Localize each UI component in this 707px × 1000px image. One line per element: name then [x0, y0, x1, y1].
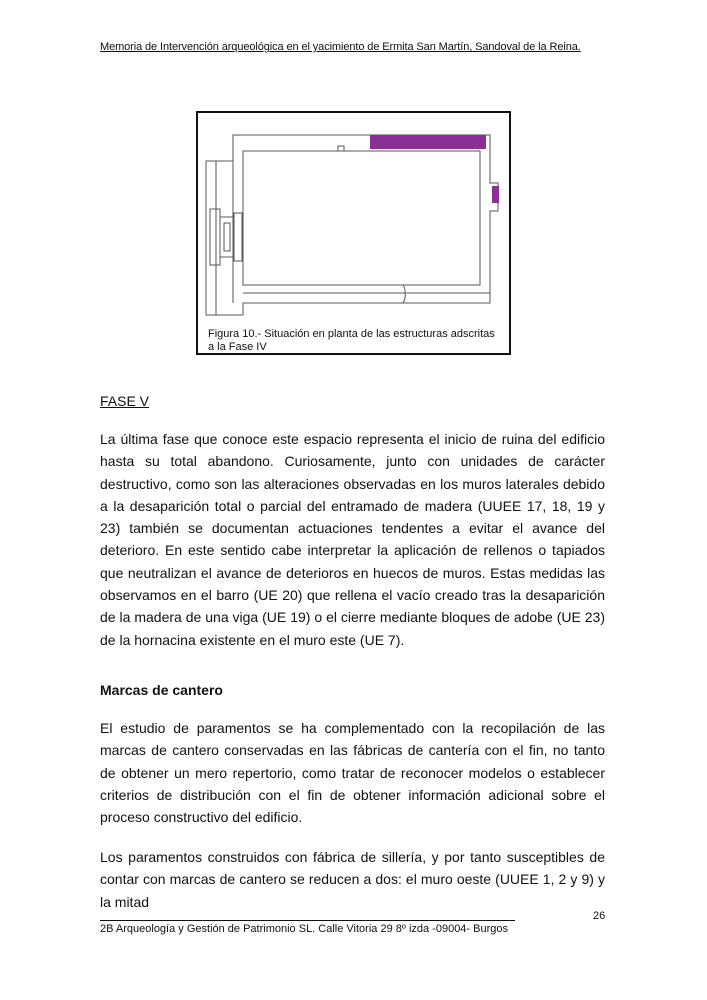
figure-10	[196, 111, 511, 355]
paragraph-marcas-2: Los paramentos construidos con fábrica de sillería, y por tanto susceptibles de contar con marcas de cantero se reducen a dos: el muro oeste (UUEE 1, 2 y 9) y la mitad	[100, 849, 605, 910]
running-header: Memoria de Intervención arqueológica en el yacimiento de Ermita San Martín, Sandoval de la Reina.	[100, 41, 581, 53]
figure-caption: Figura 10.- Situación en planta de las estructuras adscritas a la Fase IV	[208, 328, 495, 353]
footer-text: 2B Arqueología y Gestión de Patrimonio SL. Calle Vitoria 29 8º izda -09004- Burgos	[100, 923, 508, 935]
floor-plan-drawing	[198, 113, 509, 353]
footer-divider	[100, 920, 515, 921]
highlight-east-wall	[492, 186, 499, 203]
page-number: 26	[593, 910, 606, 922]
paragraph-marcas-1: El estudio de paramentos se ha complementado con la recopilación de las marcas de cantero conservadas en las fábricas de cantería con el fin, no tanto de obtener un mero repertorio, como tratar de reconocer modelos o establecer criterios de distribución con el fin de obtener información adicional sobre el proceso constructivo del edificio.	[100, 720, 605, 826]
paragraph-fase-v: La última fase que conoce este espacio representa el inicio de ruina del edificio hasta su total abandono. Curiosamente, junto con unidades de carácter destructivo, como son las alteraciones observadas en los muros laterales debido a la desaparición total o parcial del entramado de madera (UUEE 17, 18, 19 y 23) también se documentan actuaciones tendentes a evitar el avance del deterioro. En este sentido cabe interpretar la aplicación de rellenos o tapiados que neutralizan el avance de deterioros en huecos de muros. Estas medidas las observamos en el barro (UE 20) que rellena el vacío creado tras la desaparición de la madera de una viga (UE 19) o el cierre mediante bloques de adobe (UE 23) de la hornacina existente en el muro este (UE 7).	[100, 431, 605, 648]
section-title-fase-v: FASE V	[100, 393, 150, 409]
section-title-marcas: Marcas de cantero	[100, 682, 223, 698]
highlight-north-wall	[370, 135, 486, 149]
